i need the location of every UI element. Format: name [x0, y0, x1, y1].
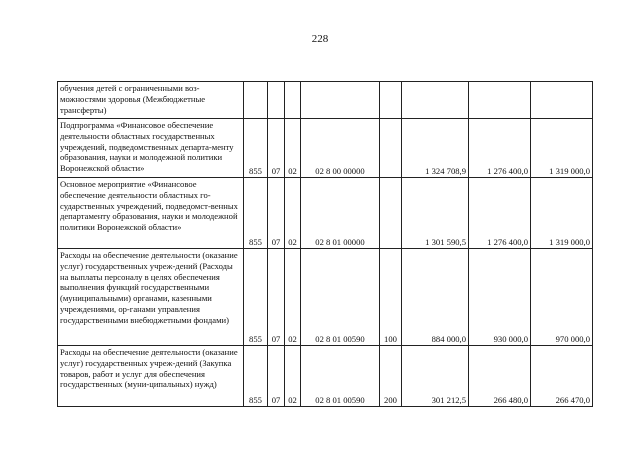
sum-year-1-cell: 1 324 708,9 — [402, 119, 469, 178]
row-name: Подпрограмма «Финансовое обеспечение деятельности областных государственных учреждений, подведомственных департа-менту образования, науки и молодежной политики Воронежской области» — [58, 119, 244, 178]
grbs-cell: 855 — [244, 346, 268, 407]
sum-year-1-cell — [402, 82, 469, 119]
table-row — [58, 82, 593, 119]
subsection-cell: 02 — [285, 249, 301, 346]
section-cell — [268, 82, 285, 119]
table-row — [58, 119, 593, 178]
budget-table — [57, 81, 593, 407]
grbs-cell: 855 — [244, 178, 268, 249]
sum-year-3-cell: 266 470,0 — [531, 346, 593, 407]
target-article-cell — [301, 82, 380, 119]
target-article-cell: 02 8 01 00590 — [301, 346, 380, 407]
grbs-cell: 855 — [244, 249, 268, 346]
row-name: Расходы на обеспечение деятельности (оказание услуг) государственных учреж-дений (Расходы на выплаты персоналу в целях обеспечения выполнения функций государственными (муниципальными) органами, казенными учреждениями, ор-ганами управления государственными внебюджетными фондами) — [58, 249, 244, 346]
table-row — [58, 178, 593, 249]
expense-type-cell — [380, 119, 402, 178]
sum-year-1-cell: 1 301 590,5 — [402, 178, 469, 249]
page-number: 228 — [311, 33, 329, 45]
row-name: Основное мероприятие «Финансовое обеспечение деятельности областных го-сударственных учреждений, подведомст-венных департаменту образования, науки и молодежной политики Воронежской области» — [58, 178, 244, 249]
subsection-cell: 02 — [285, 119, 301, 178]
sum-year-2-cell: 1 276 400,0 — [469, 178, 531, 249]
expense-type-cell: 100 — [380, 249, 402, 346]
table-row — [58, 249, 593, 346]
section-cell: 07 — [268, 346, 285, 407]
subsection-cell: 02 — [285, 178, 301, 249]
subsection-cell: 02 — [285, 346, 301, 407]
sum-year-1-cell: 884 000,0 — [402, 249, 469, 346]
row-name: Расходы на обеспечение деятельности (оказание услуг) государственных учреж-дений (Закупка товаров, работ и услуг для обеспечения государственных (муни-ципальных) нужд) — [58, 346, 244, 407]
expense-type-cell: 200 — [380, 346, 402, 407]
table-row — [58, 346, 593, 407]
sum-year-1-cell: 301 212,5 — [402, 346, 469, 407]
expense-type-cell — [380, 178, 402, 249]
grbs-cell: 855 — [244, 119, 268, 178]
sum-year-3-cell: 970 000,0 — [531, 249, 593, 346]
row-name: обучения детей с ограниченными воз-можностями здоровья (Межбюджетные трансферты) — [58, 82, 244, 119]
target-article-cell: 02 8 01 00590 — [301, 249, 380, 346]
sum-year-3-cell: 1 319 000,0 — [531, 178, 593, 249]
sum-year-2-cell: 930 000,0 — [469, 249, 531, 346]
sum-year-2-cell — [469, 82, 531, 119]
sum-year-2-cell: 266 480,0 — [469, 346, 531, 407]
target-article-cell: 02 8 00 00000 — [301, 119, 380, 178]
section-cell: 07 — [268, 119, 285, 178]
grbs-cell — [244, 82, 268, 119]
section-cell: 07 — [268, 249, 285, 346]
subsection-cell — [285, 82, 301, 119]
sum-year-3-cell — [531, 82, 593, 119]
target-article-cell: 02 8 01 00000 — [301, 178, 380, 249]
sum-year-3-cell: 1 319 000,0 — [531, 119, 593, 178]
sum-year-2-cell: 1 276 400,0 — [469, 119, 531, 178]
section-cell: 07 — [268, 178, 285, 249]
expense-type-cell — [380, 82, 402, 119]
